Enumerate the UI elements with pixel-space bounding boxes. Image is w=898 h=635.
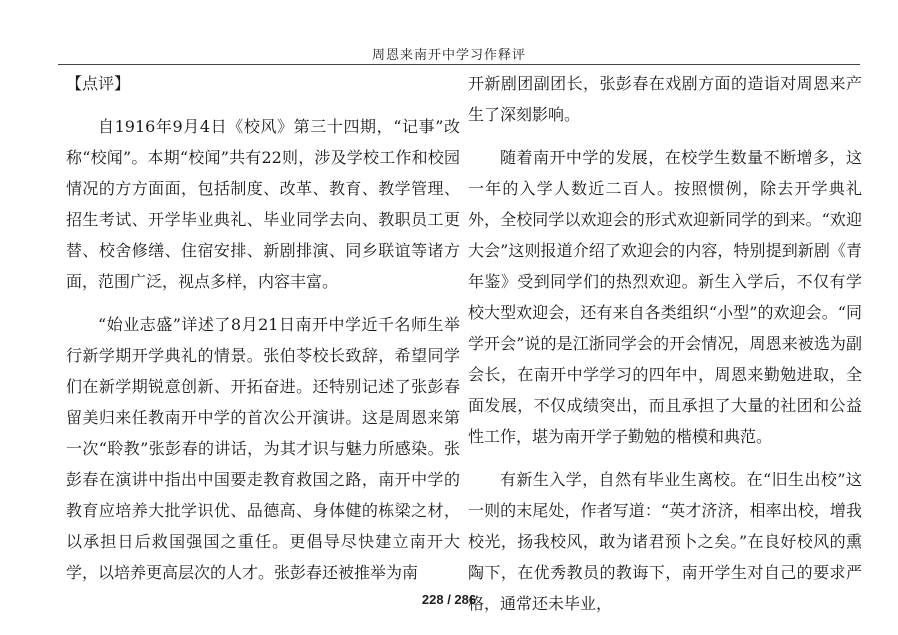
paragraph: 随着南开中学的发展，在校学生数量不断增多，这一年的入学人数近二百人。按照惯例，除去开学典礼外，全校同学以欢迎会的形式欢迎新同学的到来。“欢迎大会”这则报道介绍了欢迎会的内容，特别提到新剧《青年鉴》受到同学们的热烈欢迎。新生入学后，不仅有学校大型欢迎会，还有来自各类组织“小型”的欢迎会。“同学开会”说的是江浙同学会的开会情况，周恩来被选为副会长，在南开中学学习的四年中，周恩来勤勉进取，全面发展，不仅成绩突出，而且承担了大量的社团和公益性工作，堪为南开学子勤勉的楷模和典范。 [468,148,862,446]
page-indicator: 228 / 286 [421,592,477,607]
paragraph: 有新生入学，自然有毕业生离校。在“旧生出校”这一则的末尾处，作者写道：“英才济济，相率出校，增我校光，扬我校风，敢为诸君预卜之矣。”在良好校风的熏陶下，在优秀教员的教诲下，南开学生对自己的要求严格，通常还未毕业， [468,470,862,613]
right-column [468,68,862,631]
left-column [66,68,460,600]
section-heading: 【点评】 [66,74,131,93]
paragraph-continued: 开新剧团副团长，张彭春在戏剧方面的造诣对周恩来产生了深刻影响。 [468,74,862,124]
paragraph: “始业志盛”详述了8月21日南开中学近千名师生举行新学期开学典礼的情景。张伯苓校长致辞，希望同学们在新学期锐意创新、开拓奋进。还特别记述了张彭春留美归来任教南开中学的首次公开演讲。这是周恩来第一次“聆教”张彭春的讲话，为其才识与魅力所感染。张彭春在演讲中指出中国要走教育救国之路，南开中学的教育应培养大批学识优、品德高、身体健的栋梁之材，以承担日后救国强国之重任。更倡导尽快建立南开大学，以培养更高层次的人才。张彭春还被推举为南 [66,315,460,582]
paragraph: 自1916年9月4日《校风》第三十四期，“记事”改称“校闻”。本期“校闻”共有22则，涉及学校工作和校园情况的方方面面，包括制度、改革、教育、教学管理、招生考试、开学毕业典礼、毕业同学去向、教职员工更替、校舍修缮、住宿安排、新剧排演、同乡联谊等诸方面，范围广泛，视点多样，内容丰富。 [66,117,460,291]
running-header: 周恩来南开中学习作释评 [371,48,526,63]
header-divider [58,64,860,65]
